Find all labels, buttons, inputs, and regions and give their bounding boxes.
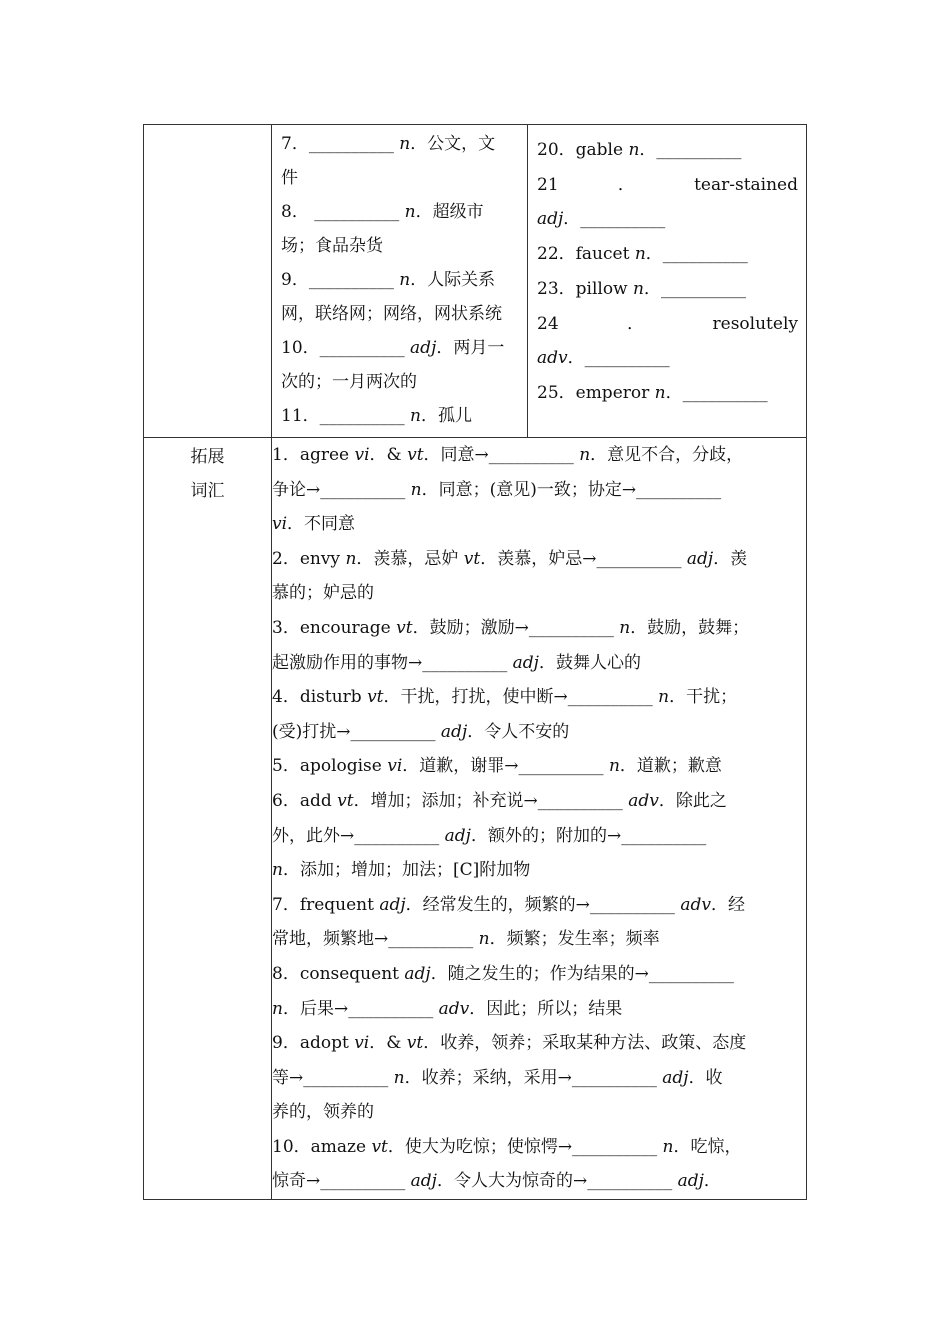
expand-line-15: 常地，频繁地→__________ n．频繁；发生率；频率 [272, 929, 660, 950]
vocab-item-24: 24 ． resolutely [537, 313, 798, 334]
vocab-item-9: 9．__________ n．人际关系 [281, 270, 496, 290]
expand-line-16: 8．consequent adj．随之发生的；作为结果的→__________ [272, 963, 734, 984]
vocab-item-7-cont: 件 [281, 168, 298, 188]
expand-line-17: n．后果→__________ adv．因此；所以；结果 [272, 998, 623, 1019]
expand-line-3: vi．不同意 [272, 514, 356, 535]
expand-vocab-label [144, 438, 272, 1200]
expand-line-22: 惊奇→__________ adj．令人大为惊奇的→__________ adj． [272, 1171, 721, 1192]
expand-line-18: 9．adopt vi．& vt．收养，领养；采取某种方法、政策、态度 [272, 1033, 747, 1054]
expand-line-12: 外，此外→__________ adj．额外的；附加的→__________ [272, 825, 707, 846]
vocabulary-table [143, 124, 807, 1200]
vocab-right-column [528, 125, 806, 437]
expand-line-13: n．添加；增加；加法；[C]附加物 [272, 860, 531, 881]
expand-line-8: 4．disturb vt．干扰，打扰，使中断→__________ n．干扰； [272, 687, 738, 708]
vocab-item-25: 25．emperor n．__________ [537, 382, 768, 403]
expand-line-5: 慕的；妒忌的 [272, 583, 374, 604]
expand-line-20: 养的，领养的 [272, 1102, 374, 1123]
expand-line-19: 等→__________ n．收养；采纳，采用→__________ adj．收 [272, 1067, 723, 1088]
expand-line-6: 3．encourage vt．鼓励；激励→__________ n．鼓励，鼓舞； [272, 617, 750, 638]
expand-vocab-cell [272, 438, 807, 1200]
vocab-item-8: 8． __________ n．超级市 [281, 202, 484, 222]
expand-line-7: 起激励作用的事物→__________ adj．鼓舞人心的 [272, 652, 641, 673]
expand-line-11: 6．add vt．增加；添加；补充说→__________ adv．除此之 [272, 790, 727, 811]
vocab-item-21-cont: adj．__________ [537, 209, 666, 230]
label-line-1: 拓展 [190, 447, 225, 467]
expand-line-4: 2．envy n．羡慕，忌妒 vt．羡慕，妒忌→__________ adj．羡 [272, 548, 748, 569]
basic-vocab-cell [272, 125, 807, 438]
expand-line-2: 争论→__________ n．同意；(意见)一致；协定→__________ [272, 479, 722, 500]
expand-line-14: 7．frequent adj．经常发生的，频繁的→__________ adv．经 [272, 894, 745, 915]
vocab-item-8-cont: 场；食品杂货 [281, 236, 383, 256]
vocab-item-21: 21 ． tear-stained [537, 174, 798, 195]
vocabulary-table-frame [143, 124, 807, 1200]
expand-vocab-row [144, 438, 807, 1200]
basic-vocab-row [144, 125, 807, 438]
expand-line-21: 10．amaze vt．使大为吃惊；使惊愕→__________ n．吃惊， [272, 1136, 742, 1157]
vocab-item-20: 20．gable n．__________ [537, 140, 742, 160]
vocab-item-24-cont: adv．__________ [537, 348, 670, 369]
vocab-item-9-cont: 网，联络网；网络，网状系统 [281, 304, 502, 324]
vocab-item-7: 7．__________ n．公文，文 [281, 134, 496, 154]
vocab-left-column [272, 125, 528, 437]
vocab-item-10-cont: 次的；一月两次的 [281, 372, 417, 392]
label-line-2: 词汇 [190, 481, 225, 501]
vocab-item-23: 23．pillow n．__________ [537, 278, 746, 299]
vocab-item-22: 22．faucet n．__________ [537, 244, 748, 265]
vocab-item-10: 10．__________ adj．两月一 [281, 338, 505, 358]
expand-line-1: 1．agree vi．& vt．同意→__________ n．意见不合，分歧， [272, 445, 744, 465]
empty-label-cell [144, 125, 272, 438]
expand-line-9: (受)打扰→__________ adj．令人不安的 [272, 721, 570, 742]
vocab-item-11: 11．__________ n．孤儿 [281, 406, 472, 426]
expand-line-10: 5．apologise vi．道歉，谢罪→__________ n．道歉；歉意 [272, 756, 722, 777]
